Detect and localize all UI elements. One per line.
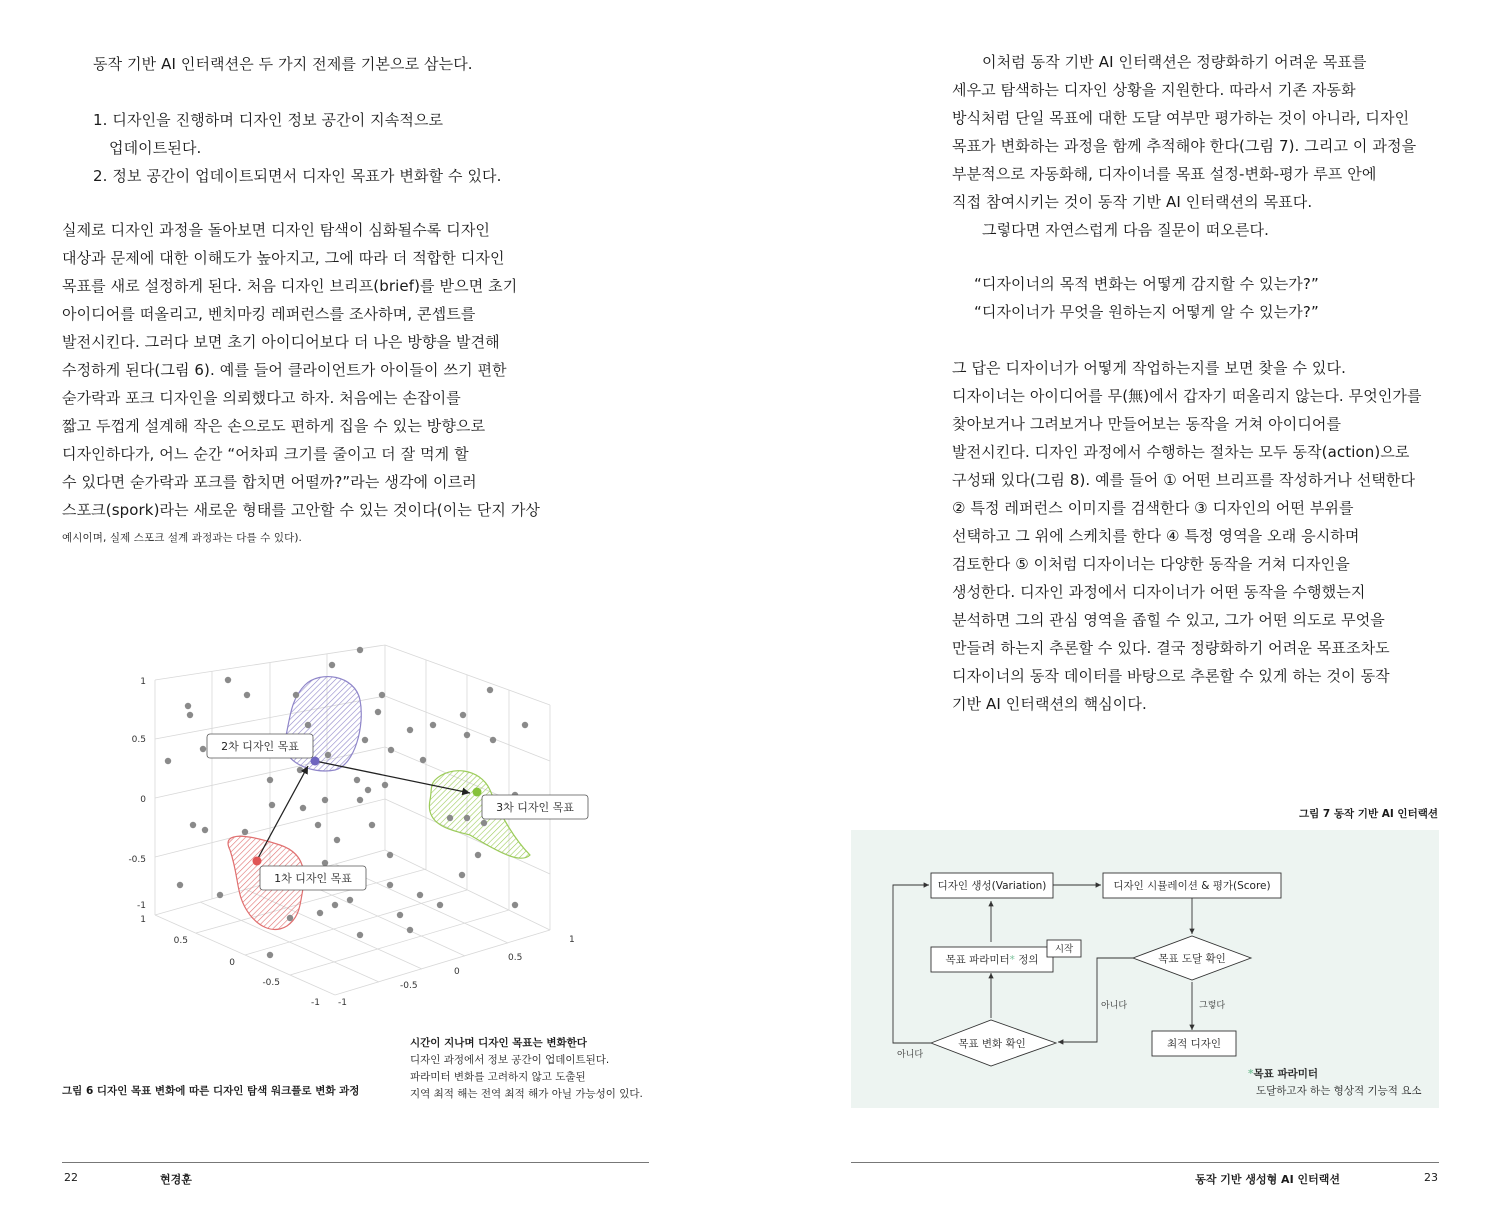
svg-text:도달하고자 하는 형상적 기능적 요소: 도달하고자 하는 형상적 기능적 요소 [1256,1085,1422,1097]
figure6-plot [120,640,600,1020]
text-line: 숟가락과 포크 디자인을 의뢰했다고 하자. 처음에는 손잡이를 [62,389,461,407]
svg-text:목표 도달 확인: 목표 도달 확인 [1158,953,1226,965]
footer-rule [851,1162,1439,1163]
svg-text:-1: -1 [338,998,347,1008]
body-paragraph [952,48,1452,244]
label-no: 아니다 [897,1050,924,1060]
page-number: 23 [1424,1171,1438,1184]
svg-text:0: 0 [454,967,460,977]
svg-text:목표 파라미터* 정의: 목표 파라미터* 정의 [945,954,1039,966]
node-final [1152,1031,1236,1056]
goal2-label: 2차 디자인 목표 [221,740,299,753]
text-line: 수정하게 된다(그림 6). 예를 들어 클라이언트가 아이들이 쓰기 편한 [62,361,507,379]
svg-text:-1: -1 [311,998,320,1008]
figure6-caption: 그림 6 디자인 목표 변화에 따른 디자인 탐색 워크플로 변화 과정 [62,1085,360,1097]
page-number: 22 [64,1171,78,1184]
text-line-small: 예시이며, 실제 스포크 설계 과정과는 다를 수 있다). [62,532,302,544]
text-line: 기반 AI 인터랙션의 핵심이다. [952,695,1147,713]
figure7-flowchart [851,830,1439,1108]
figure7-title: 그림 7 동작 기반 AI 인터랙션 [1298,808,1438,820]
goal2-callout [207,734,313,758]
list-text: 디자인을 진행하며 디자인 정보 공간이 지속적으로 [112,111,444,129]
note-line: 지역 최적 해는 전역 최적 해가 아닐 가능성이 있다. [410,1088,643,1100]
question-quotes [974,270,1319,326]
footer-rule [62,1162,649,1163]
goal3-label: 3차 디자인 목표 [496,801,574,814]
premise-list [93,106,502,190]
text-line: 짧고 두껍게 설계해 작은 손으로도 편하게 집을 수 있는 방향으로 [62,417,486,435]
node-start [1047,940,1081,957]
label-no: 아니다 [1101,1001,1128,1011]
svg-text:최적 디자인: 최적 디자인 [1166,1038,1222,1050]
text-line: 방식처럼 단일 목표에 대한 도달 여부만 평가하는 것이 아니라, 디자인 [952,109,1410,127]
svg-text:디자인 시뮬레이션 & 평가(Score): 디자인 시뮬레이션 & 평가(Score) [1113,880,1271,892]
svg-text:시작: 시작 [1054,944,1074,955]
text-line: 목표를 새로 설정하게 된다. 처음 디자인 브리프(brief)를 받으면 초기 [62,277,518,295]
list-item-continuation: 업데이트된다. [109,139,202,157]
text-line: 그렇다면 자연스럽게 다음 질문이 떠오른다. [982,221,1269,239]
goal3-point [473,788,482,797]
svg-text:0.5: 0.5 [131,735,146,745]
list-text: 정보 공간이 업데이트되면서 디자인 목표가 변화할 수 있다. [112,167,502,185]
body-paragraph [952,354,1452,718]
right-page [750,0,1500,1216]
note-line: 파라미터 변화를 고려하지 않고 도출된 [410,1071,586,1083]
node-generate [931,873,1053,898]
quote-line: “디자이너가 무엇을 원하는지 어떻게 알 수 있는가?” [974,303,1319,321]
author-name: 현경훈 [160,1173,192,1186]
text-line: 아이디어를 떠올리고, 벤치마킹 레퍼런스를 조사하며, 콘셉트를 [62,305,476,323]
svg-text:-0.5: -0.5 [262,978,280,988]
text-line: 발전시킨다. 디자인 과정에서 수행하는 절차는 모두 동작(action)으로 [952,443,1410,461]
text-line: 검토한다 ⑤ 이처럼 디자이너는 다양한 동작을 거쳐 디자인을 [952,555,1350,573]
footer-title: 동작 기반 생성형 AI 인터랙션 [1195,1173,1340,1186]
svg-text:1: 1 [569,935,575,945]
text-line: 구성돼 있다(그림 8). 예를 들어 ① 어떤 브리프를 작성하거나 선택한다 [952,471,1416,489]
text-line: 세우고 탐색하는 디자인 상황을 지원한다. 따라서 기존 자동화 [952,81,1356,99]
z-axis-ticks [128,677,146,911]
text-line: 분석하면 그의 관심 영역을 좁힐 수 있고, 그가 어떤 의도로 무엇을 [952,611,1385,629]
text-line: 실제로 디자인 과정을 돌아보면 디자인 탐색이 심화될수록 디자인 [62,221,491,239]
body-paragraph [62,216,542,552]
note-title: 시간이 지나며 디자인 목표는 변화한다 [410,1037,587,1049]
x-axis-ticks [140,915,320,1008]
svg-text:목표 변화 확인: 목표 변화 확인 [958,1038,1026,1050]
svg-text:1: 1 [140,677,146,687]
text-line: 이처럼 동작 기반 AI 인터랙션은 정량화하기 어려운 목표를 [982,53,1367,71]
text-line: 직접 참여시키는 것이 동작 기반 AI 인터랙션의 목표다. [952,193,1313,211]
note-line: 디자인 과정에서 정보 공간이 업데이트된다. [410,1054,610,1066]
text-line: 수 있다면 숟가락과 포크를 합치면 어떨까?”라는 생각에 이르러 [62,473,477,491]
node-simulate [1103,873,1281,898]
list-item [93,106,502,134]
svg-text:0.5: 0.5 [508,953,523,963]
intro-line: 동작 기반 AI 인터랙션은 두 가지 전제를 기본으로 삼는다. [93,55,473,73]
goal3-callout [482,795,588,819]
svg-text:0: 0 [140,795,146,805]
svg-text:디자인 생성(Variation): 디자인 생성(Variation) [937,880,1047,892]
quote-line: “디자이너의 목적 변화는 어떻게 감지할 수 있는가?” [974,275,1319,293]
label-yes: 그렇다 [1199,1001,1226,1011]
svg-text:-0.5: -0.5 [400,981,418,991]
list-number: 1. [93,111,108,129]
goal1-point [253,857,262,866]
svg-text:-0.5: -0.5 [128,855,146,865]
text-line: 디자이너는 아이디어를 무(無)에서 갑자기 떠올리지 않는다. 무엇인가를 [952,387,1422,405]
list-item [93,162,502,190]
goal1-label: 1차 디자인 목표 [274,872,352,885]
node-parameter [931,947,1053,972]
text-line: 만들려 하는지 추론할 수 있다. 결국 정량화하기 어려운 목표조차도 [952,639,1390,657]
list-number: 2. [93,167,108,185]
text-line: 디자이너의 동작 데이터를 바탕으로 추론할 수 있게 하는 것이 동작 [952,667,1390,685]
text-line: 선택하고 그 위에 스케치를 한다 ④ 특정 영역을 오래 응시하며 [952,527,1360,545]
svg-text:*목표 파라미터: *목표 파라미터 [1248,1068,1319,1080]
text-line: 디자인하다가, 어느 순간 “어차피 크기를 줄이고 더 잘 먹게 할 [62,445,469,463]
text-line: 생성한다. 디자인 과정에서 디자이너가 어떤 동작을 수행했는지 [952,583,1366,601]
svg-text:0.5: 0.5 [173,936,188,946]
text-line: 부분적으로 자동화해, 디자이너를 목표 설정-변화-평가 루프 안에 [952,165,1377,183]
text-line: 발전시킨다. 그러다 보면 초기 아이디어보다 더 나은 방향을 발견해 [62,333,500,351]
text-line: 목표가 변화하는 과정을 함께 추적해야 한다(그림 7). 그리고 이 과정을 [952,137,1417,155]
text-line: 대상과 문제에 대한 이해도가 높아지고, 그에 따라 더 적합한 디자인 [62,249,505,267]
text-line: ② 특정 레퍼런스 이미지를 검색한다 ③ 디자인의 어떤 부위를 [952,499,1354,517]
text-line: 찾아보거나 그려보거나 만들어보는 동작을 거쳐 아이디어를 [952,415,1342,433]
text-line: 스포크(spork)라는 새로운 형태를 고안할 수 있는 것이다(이는 단지 가상 [62,501,541,519]
y-axis-ticks [338,935,575,1008]
svg-text:0: 0 [229,958,235,968]
svg-text:-1: -1 [137,901,146,911]
figure6-note [410,1035,643,1103]
svg-text:1: 1 [140,915,146,925]
text-line: 그 답은 디자이너가 어떻게 작업하는지를 보면 찾을 수 있다. [952,359,1346,377]
goal1-callout [260,866,366,890]
